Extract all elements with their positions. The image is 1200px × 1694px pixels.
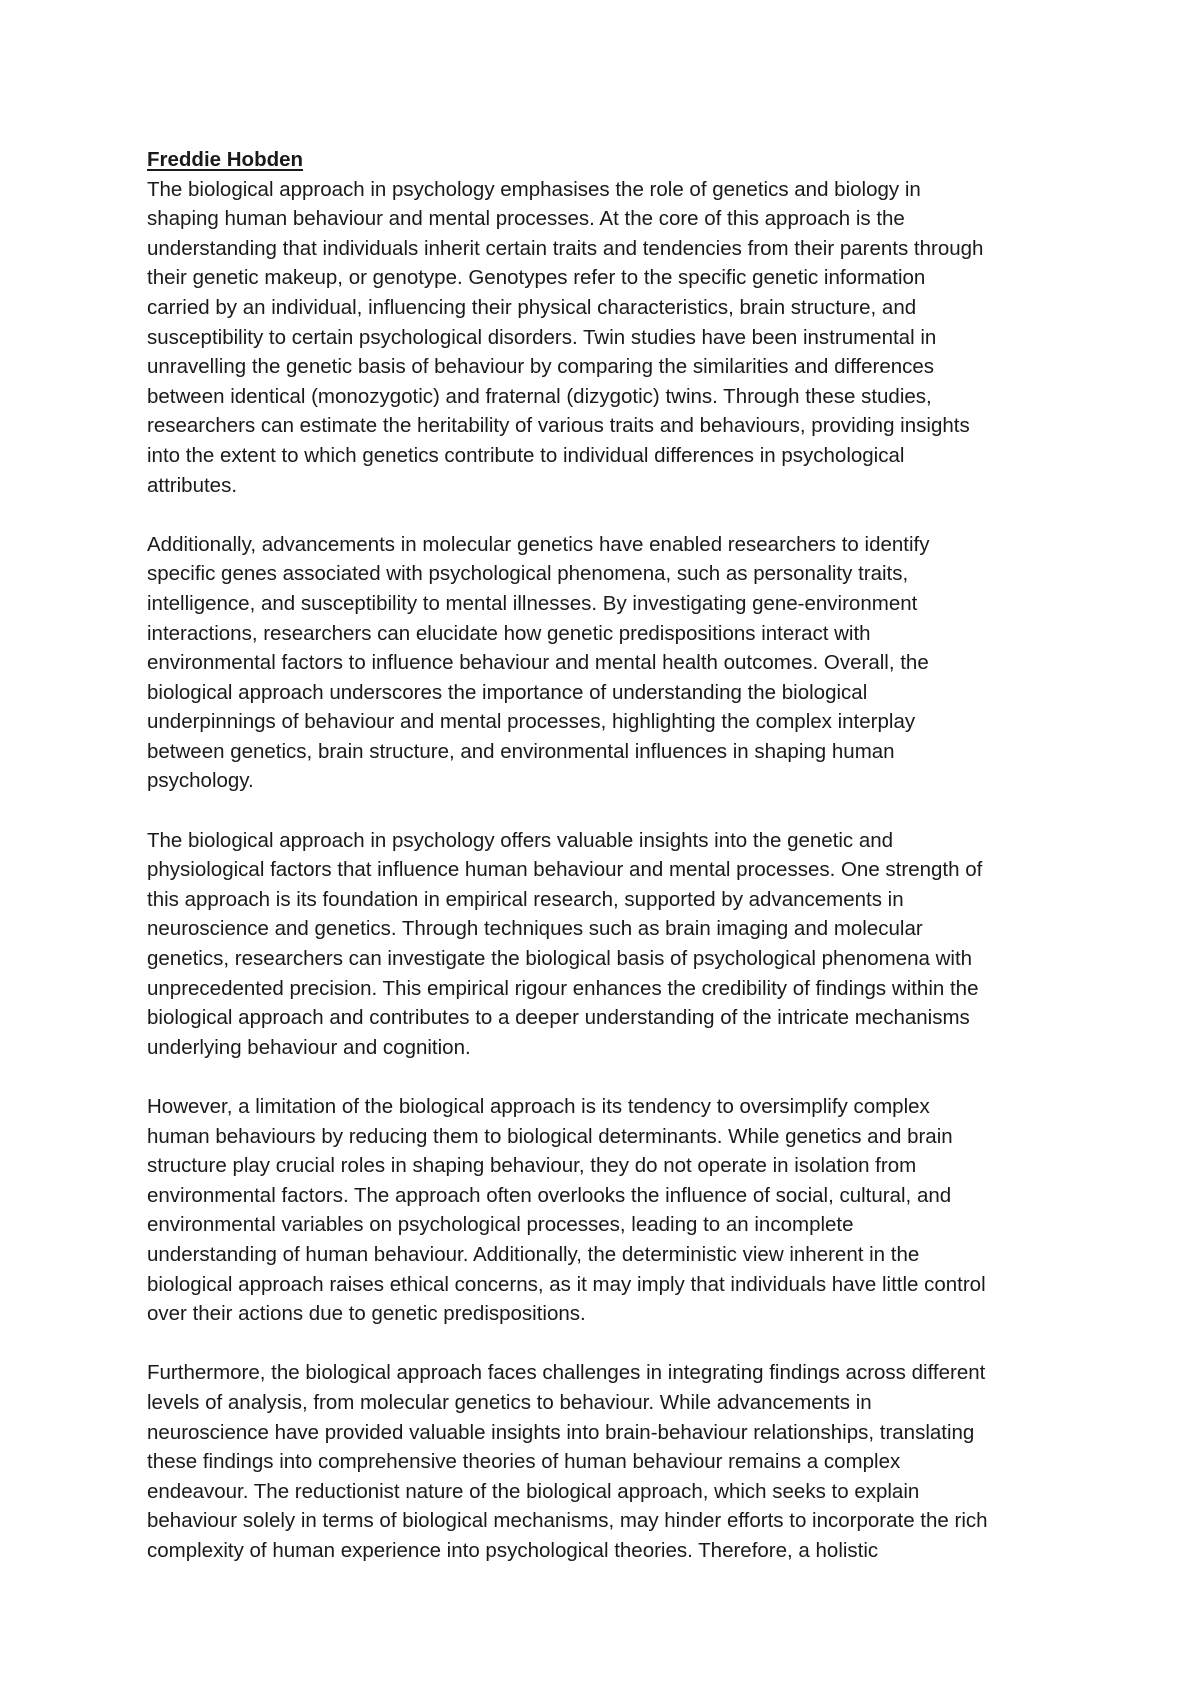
text-line: understanding that individuals inherit certain traits and tendencies from their parents through bbox=[147, 236, 984, 260]
text-line: attributes. bbox=[147, 473, 238, 497]
text-line: underlying behaviour and cognition. bbox=[147, 1035, 471, 1059]
paragraph-spacer bbox=[147, 796, 1067, 826]
text-line: understanding of human behaviour. Additionally, the deterministic view inherent in the bbox=[147, 1242, 920, 1266]
text-line: Additionally, advancements in molecular genetics have enabled researchers to identify bbox=[147, 532, 930, 556]
text-line: structure play crucial roles in shaping behaviour, they do not operate in isolation from bbox=[147, 1154, 917, 1178]
text-line: their genetic makeup, or genotype. Genotypes refer to the specific genetic information bbox=[147, 266, 926, 290]
text-line: However, a limitation of the biological approach is its tendency to oversimplify complex bbox=[147, 1095, 930, 1118]
text-line: carried by an individual, influencing their physical characteristics, brain structure, and bbox=[147, 295, 917, 319]
text-line: neuroscience have provided valuable insights into brain-behaviour relationships, translating bbox=[147, 1420, 975, 1444]
paragraph-1 bbox=[147, 175, 1067, 501]
text-line: The biological approach in psychology offers valuable insights into the genetic and bbox=[147, 828, 894, 852]
paragraph-spacer bbox=[147, 1329, 1067, 1359]
text-line: psychology. bbox=[147, 769, 254, 793]
text-line: environmental factors. The approach often overlooks the influence of social, cultural, and bbox=[147, 1183, 952, 1207]
text-line: intelligence, and susceptibility to mental illnesses. By investigating gene-environment bbox=[147, 591, 918, 615]
text-line: unprecedented precision. This empirical rigour enhances the credibility of findings within the bbox=[147, 976, 979, 1000]
text-line: levels of analysis, from molecular genetics to behaviour. While advancements in bbox=[147, 1390, 872, 1414]
text-line: physiological factors that influence human behaviour and mental processes. One strength of bbox=[147, 858, 983, 882]
text-line: these findings into comprehensive theories of human behaviour remains a complex bbox=[147, 1450, 901, 1474]
text-line: this approach is its foundation in empirical research, supported by advancements in bbox=[147, 887, 904, 911]
text-line: The biological approach in psychology emphasises the role of genetics and biology in bbox=[147, 177, 921, 201]
text-line: researchers can estimate the heritability of various traits and behaviours, providing insights bbox=[147, 414, 970, 438]
text-line: interactions, researchers can elucidate how genetic predispositions interact with bbox=[147, 621, 871, 645]
paragraph-spacer bbox=[147, 500, 1067, 530]
text-line: human behaviours by reducing them to biological determinants. While genetics and brain bbox=[147, 1124, 953, 1148]
text-line: biological approach and contributes to a deeper understanding of the intricate mechanisms bbox=[147, 1006, 970, 1030]
paragraph-4 bbox=[147, 1092, 1067, 1329]
paragraph-5 bbox=[147, 1358, 1067, 1565]
text-line: between genetics, brain structure, and environmental influences in shaping human bbox=[147, 739, 895, 763]
text-line: behaviour solely in terms of biological mechanisms, may hinder efforts to incorporate the rich bbox=[147, 1509, 988, 1533]
text-line: specific genes associated with psychological phenomena, such as personality traits, bbox=[147, 562, 909, 586]
text-line: unravelling the genetic basis of behaviour by comparing the similarities and differences bbox=[147, 355, 935, 379]
paragraph-spacer bbox=[147, 1062, 1067, 1092]
text-line: shaping human behaviour and mental processes. At the core of this approach is the bbox=[147, 207, 905, 231]
text-line: complexity of human experience into psychological theories. Therefore, a holistic bbox=[147, 1538, 879, 1562]
text-line: genetics, researchers can investigate the biological basis of psychological phenomena with bbox=[147, 947, 973, 971]
text-line: between identical (monozygotic) and fraternal (dizygotic) twins. Through these studies, bbox=[147, 384, 932, 408]
text-line: endeavour. The reductionist nature of the biological approach, which seeks to explain bbox=[147, 1479, 920, 1503]
text-line: environmental variables on psychological processes, leading to an incomplete bbox=[147, 1213, 854, 1237]
text-line: biological approach underscores the importance of understanding the biological bbox=[147, 680, 868, 704]
text-line: environmental factors to influence behaviour and mental health outcomes. Overall, the bbox=[147, 651, 929, 675]
text-line: into the extent to which genetics contribute to individual differences in psychological bbox=[147, 443, 905, 467]
text-line: neuroscience and genetics. Through techniques such as brain imaging and molecular bbox=[147, 917, 923, 941]
author-heading: Freddie Hobden bbox=[147, 148, 304, 171]
paragraph-3 bbox=[147, 826, 1067, 1063]
text-line: biological approach raises ethical concerns, as it may imply that individuals have little control bbox=[147, 1272, 986, 1296]
paragraphs-container bbox=[147, 175, 1067, 1566]
paragraph-2 bbox=[147, 530, 1067, 796]
text-line: Furthermore, the biological approach faces challenges in integrating findings across different bbox=[147, 1361, 986, 1385]
text-line: over their actions due to genetic predispositions. bbox=[147, 1302, 586, 1326]
text-line: susceptibility to certain psychological disorders. Twin studies have been instrumental in bbox=[147, 325, 937, 349]
text-line: underpinnings of behaviour and mental processes, highlighting the complex interplay bbox=[147, 710, 916, 734]
document-body bbox=[147, 145, 1067, 1566]
